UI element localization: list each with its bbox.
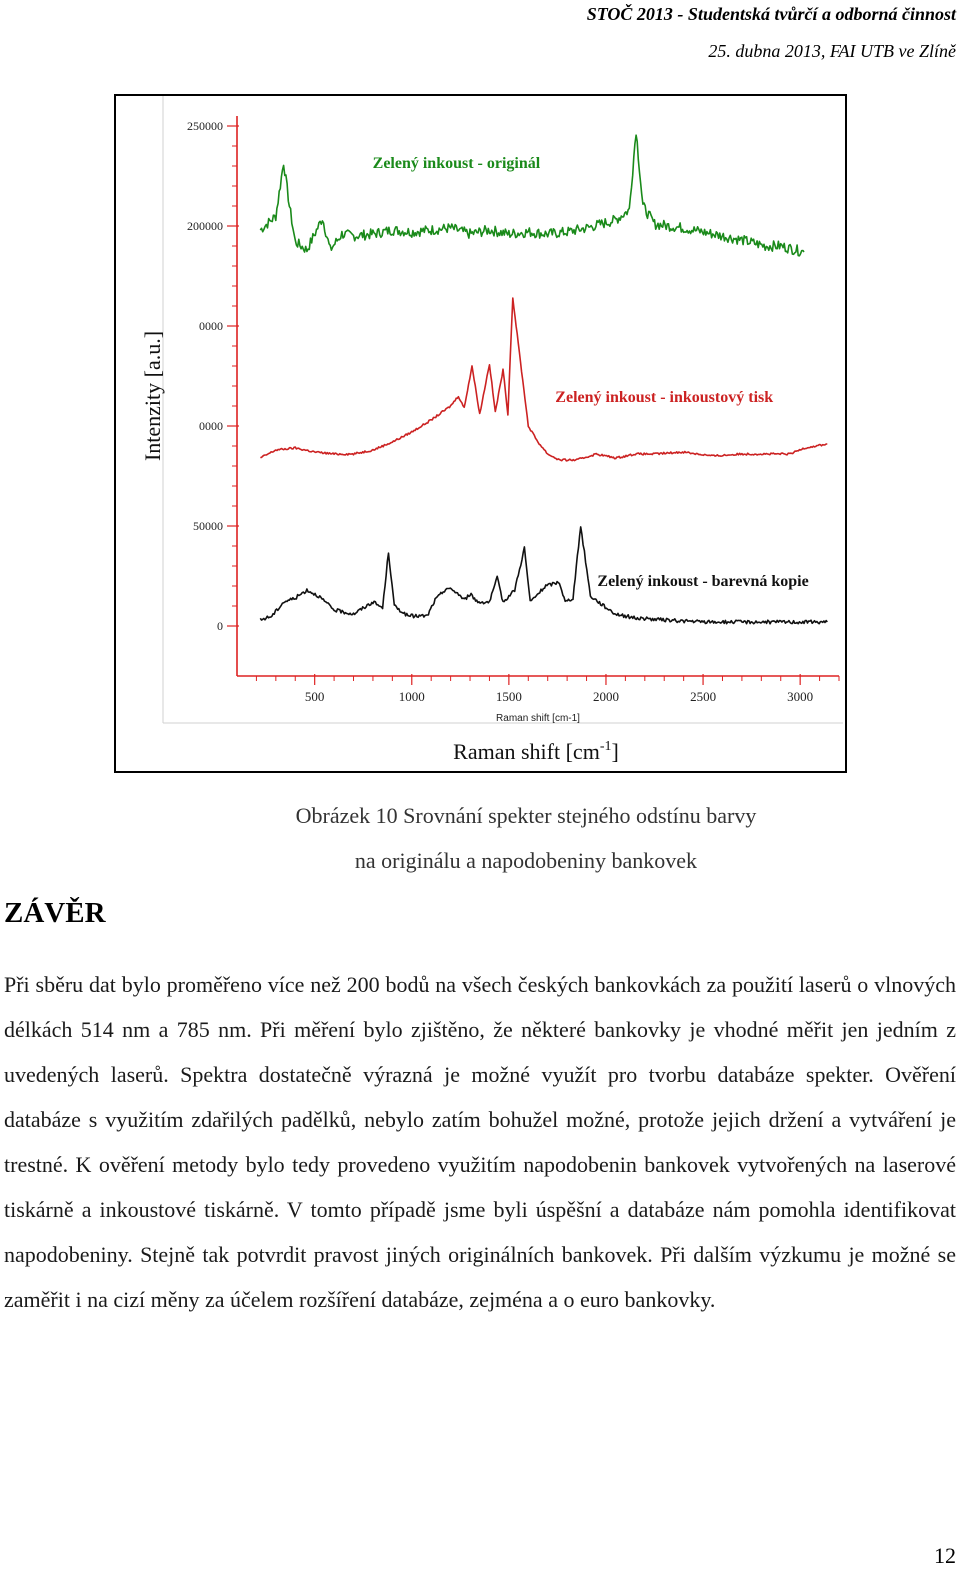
running-header-title: STOČ 2013 - Studentská tvůrčí a odborná činnost: [586, 4, 956, 24]
series-annotation-label: Zelený inkoust - inkoustový tisk: [555, 389, 774, 406]
x-tick-label: 500: [304, 689, 325, 704]
inner-x-axis-label: Raman shift [cm-1]: [496, 713, 580, 724]
spectra-figure: [114, 94, 847, 773]
outer-y-axis-label: Intenzity [a.u.]: [140, 330, 165, 462]
x-tick-label: 1000: [398, 689, 425, 704]
conclusion-paragraph: Při sběru dat bylo proměřeno více než 200 bodů na všech českých bankovkách za použití laserů o vlnových délkách 514 nm a 785 nm. Při měření bylo zjištěno, že některé bankovky je vhodné měřit jen jedním z uvedených laserů. Spektra dostatečně výrazná je možné využít pro tvorbu databáze spekter. Ověření databáze s využitím zdařilých padělků, nebylo zatím bohužel možné, protože jejich držení a vytváření je trestné. K ověření metody bylo tedy provedeno využitím napodobenin bankovek vytvořených na laserové tiskárně a inkoustové tiskárně. V tomto případě jsme byli úspěšní a databáze nám pomohla identifikovat napodobeniny. Stejně tak potvrdit pravost jiných originálních bankovek. Při dalším výzkumu je možné se zaměřit i na cizí měny za účelem rozšíření databáze, zejména a o euro bankovky.: [4, 972, 956, 1312]
x-tick-label: 2500: [690, 689, 717, 704]
y-tick-label: 50000: [193, 519, 223, 533]
raman-spectra-chart: [116, 96, 845, 771]
spectrum-line-1: [260, 135, 804, 256]
y-tick-label: 0: [217, 619, 223, 633]
y-tick-label: 200000: [187, 219, 223, 233]
x-tick-label: 1500: [495, 689, 522, 704]
y-tick-label: 0000: [199, 419, 223, 433]
y-tick-label: 250000: [187, 119, 223, 133]
figure-caption-line2: na originálu a napodobeniny bankovek: [354, 848, 698, 873]
x-tick-label: 2000: [592, 689, 619, 704]
outer-x-axis-label: Raman shift $[cm^{-1}]$: [453, 739, 619, 764]
figure-caption-line1: Obrázek 10 Srovnání spekter stejného odstínu barvy: [295, 803, 757, 828]
running-header-date: 25. dubna 2013, FAI UTB ve Zlíně: [708, 41, 956, 61]
series-annotation-label: Zelený inkoust - barevná kopie: [597, 573, 809, 590]
section-heading: ZÁVĚR: [4, 897, 106, 929]
page-number: 12: [934, 1543, 956, 1568]
series-annotation-label: Zelený inkoust - originál: [372, 155, 541, 172]
spectrum-line-2: [260, 298, 827, 461]
x-tick-label: 3000: [787, 689, 814, 704]
y-tick-label: 0000: [199, 319, 223, 333]
